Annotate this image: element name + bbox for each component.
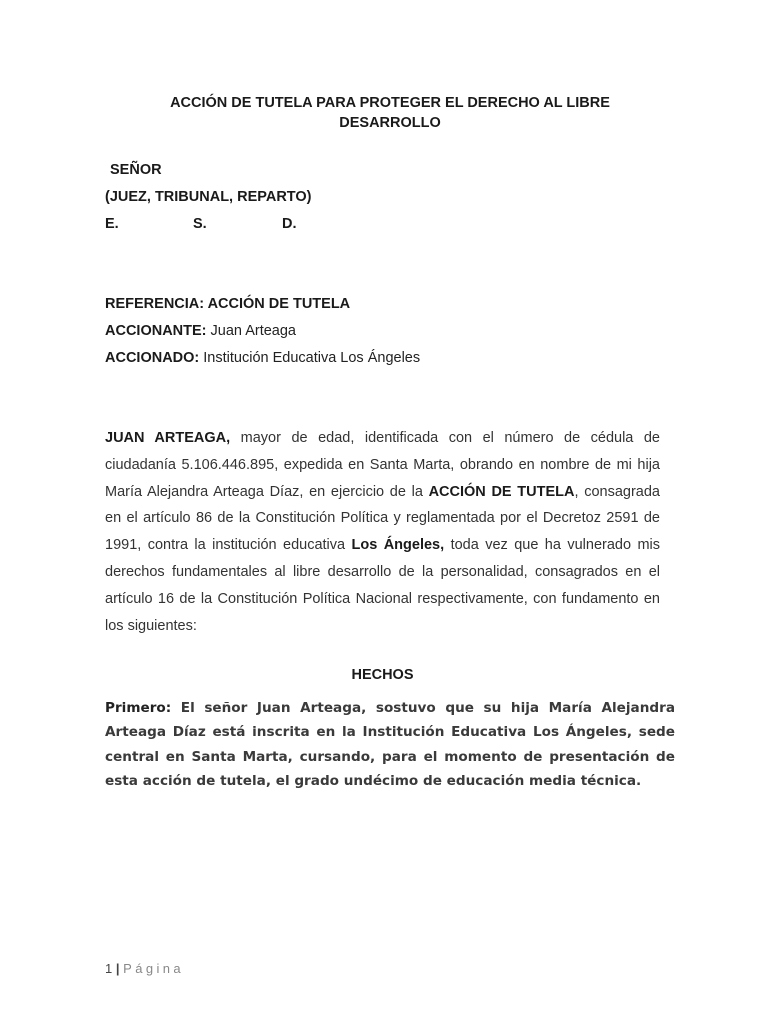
accionante-value: Juan Arteaga xyxy=(210,323,296,339)
primero-label: Primero: xyxy=(105,700,172,716)
hechos-heading: HECHOS xyxy=(351,667,414,683)
accionante-line xyxy=(105,323,296,339)
intro-name: JUAN ARTEAGA, xyxy=(105,430,231,446)
accionado-line xyxy=(105,350,420,366)
addressee-senor: SEÑOR xyxy=(110,162,162,178)
intro-accion: ACCIÓN DE TUTELA xyxy=(428,483,575,500)
intro-text-2: , consagrada en el artículo 86 de la Constitución Política y reglamentada por el Decretoz 2591 de 1991, contra la institución educativa xyxy=(105,483,660,554)
accionado-value: Institución Educativa Los Ángeles xyxy=(203,350,421,366)
page-footer xyxy=(105,961,184,976)
esd-e: E. xyxy=(105,216,119,232)
reference-line xyxy=(105,296,350,312)
intro-text-1: mayor de edad, identificada con el número de cédula de ciudadanía 5.106.446.895, expedida en Santa Marta, obrando en nombre de mi hija María Alejandra Arteaga Díaz, en ejercicio de la xyxy=(105,430,661,500)
accionante-label: ACCIONANTE: xyxy=(105,323,207,339)
title-line-1: ACCIÓN DE TUTELA PARA PROTEGER EL DERECHO AL LIBRE xyxy=(170,95,610,111)
footer-separator: | xyxy=(115,961,120,976)
intro-paragraph xyxy=(105,425,660,639)
page-label: Página xyxy=(123,961,185,976)
intro-text-3: toda vez que ha vulnerado mis derechos fundamentales al libre desarrollo de la personalidad, consagrados en el artículo 16 de la Constitución Política Nacional respectivamente, con fundamento en los siguientes: xyxy=(105,537,660,634)
addressee-court: (JUEZ, TRIBUNAL, REPARTO) xyxy=(105,189,312,205)
page-number: 1 xyxy=(105,961,113,976)
accionado-label: ACCIONADO: xyxy=(105,350,200,366)
title-line-2: DESARROLLO xyxy=(339,115,441,131)
esd-s: S. xyxy=(193,216,207,232)
document-title xyxy=(150,93,630,133)
referencia-label: REFERENCIA: ACCIÓN DE TUTELA xyxy=(105,296,351,312)
primero-paragraph xyxy=(105,696,675,793)
esd-d: D. xyxy=(282,216,297,232)
intro-institution: Los Ángeles, xyxy=(351,537,445,554)
primero-text: El señor Juan Arteaga, sostuvo que su hija María Alejandra Arteaga Díaz está inscrita en la Institución Educativa Los Ángeles, sede central en Santa Marta, cursando, para el momento de presentación de esta acción de tutela, el grado undécimo de educación media técnica. xyxy=(105,700,675,789)
